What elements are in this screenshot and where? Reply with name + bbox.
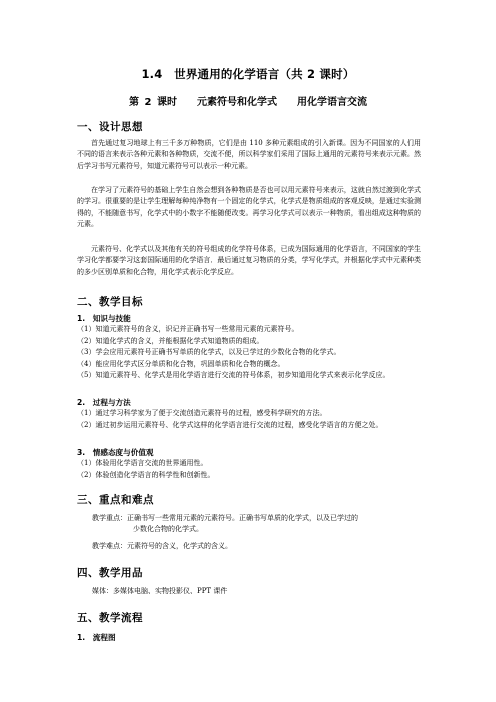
process-item: （1）通过学习科学家为了便于交流创造元素符号的过程，感受科学研究的方法。 <box>77 409 327 417</box>
key-point-label: 教学重点： <box>92 514 127 522</box>
section-heading-design: 一、设计思想 <box>77 121 143 133</box>
difficulty-point: 教学难点：元素符号的含义，化学式的含义。 <box>92 542 232 550</box>
knowledge-item: （4）能应用化学式区分单质和化合物，巩固单质和化合物的概念。 <box>77 360 285 368</box>
design-paragraph-3: 元素符号、化学式以及其他有关的符号组成的化学符号体系，已成为国际通用的化学语言，不同国家的学生学习化学都要学习这套国际通用的化学语言．最后通过复习物质的分类，学写化学式，并根据化学式中元素种类的多少区别单质和化合物，用化学式表示化学反应。 <box>77 245 421 276</box>
knowledge-item: （5）知道元素符号、化学式是用化学语言进行交流的符号体系，初步知道用化学式来表示化学反应。 <box>77 371 390 379</box>
key-point-text: 正确书写一些常用元素的元素符号。正确书写单质的化学式，以及已学过的 <box>127 514 358 522</box>
design-paragraph-1: 首先通过复习地球上有三千多万种物质，它们是由 110 多种元素组成的引入新课。因为不同国家的人们用不同的语言来表示各种元素和各种物质，交流不便，所以科学家们采用了国际上通用的元素符号来表示元素。然后学习书写元素符号，知道元素符号可以表示一种元素。 <box>77 139 421 170</box>
goals-process-title: 2. 过程与方法 <box>77 398 131 407</box>
section-heading-materials: 四、教学用品 <box>77 567 143 579</box>
materials-text: 媒体：多媒体电脑、实物投影仪、PPT 课件 <box>92 587 228 595</box>
knowledge-item: （2）知道化学式的含义，并能根据化学式知道物质的组成。 <box>77 337 264 345</box>
goals-attitude-title: 3. 情感态度与价值观 <box>77 448 154 457</box>
goals-knowledge-title: 1. 知识与技能 <box>77 314 131 323</box>
process-flowchart-title: 1. 流程图 <box>77 633 116 642</box>
design-paragraph-2: 在学习了元素符号的基础上学生自然会想到各种物质是否也可以用元素符号来表示，这就自然过渡到化学式的学习。很重要的是让学生理解每种纯净物有一个固定的化学式，化学式是物质组成的客观反映，是通过实验测得的，不能随意书写，化学式中的小数字不能随便改变。再学习化学式可以表示一种物质，看出组成这种物质的元素。 <box>77 186 421 229</box>
key-point <box>92 513 422 536</box>
document-subtitle: 第 2 课时 元素符号和化学式 用化学语言交流 <box>129 97 367 108</box>
document-title: 1.4 世界通用的化学语言（共 2 课时） <box>141 67 355 81</box>
attitude-item: （2）体验创造化学语言的科学性和创新性。 <box>77 471 215 479</box>
process-item: （2）通过初步运用元素符号、化学式这样的化学语言进行交流的过程，感受化学语言的方便之处。 <box>77 421 383 429</box>
section-heading-goals: 二、教学目标 <box>77 296 143 308</box>
attitude-item: （1）体验用化学语言交流的世界通用性。 <box>77 459 208 467</box>
knowledge-item: （1）知道元素符号的含义，识记并正确书写一些常用元素的元素符号。 <box>77 325 299 333</box>
section-heading-keypoints: 三、重点和难点 <box>77 494 154 506</box>
knowledge-item: （3）学会应用元素符号正确书写单质的化学式，以及已学过的少数化合物的化学式。 <box>77 348 341 356</box>
section-heading-process: 五、教学流程 <box>77 612 143 624</box>
key-point-text-continued: 少数化合物的化学式。 <box>133 525 203 534</box>
